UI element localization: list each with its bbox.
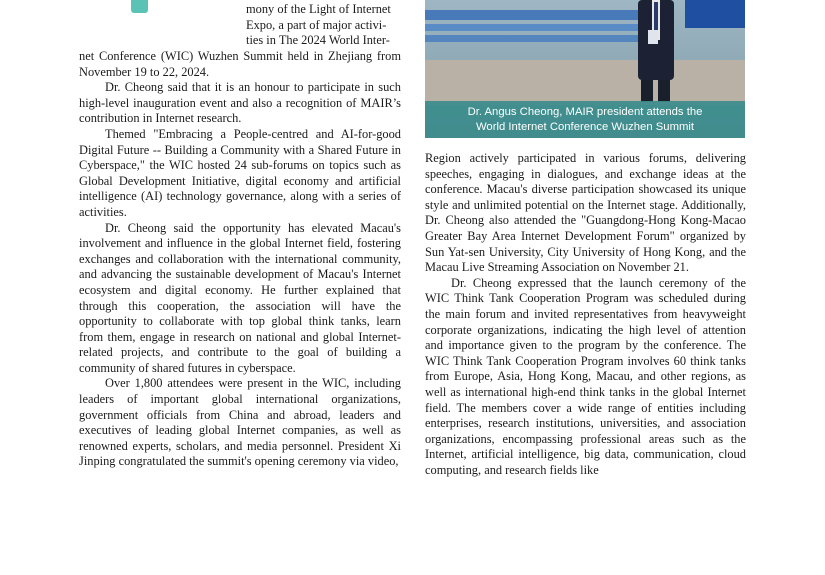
event-photo [425,0,745,138]
caption-line: Dr. Angus Cheong, MAIR president attends the [467,106,703,118]
caption-line: World Internet Conference Wuzhen Summit [475,121,695,133]
paragraph-region: Region actively participated in various forums, delivering speeches, engaging in dialogues, and exchange ideas at the conference. Macau's diverse participation showcased its unique style and unlimited potential on the Internet stage. Additionally, Dr. Cheong also attended the "Guangdong-Hong Kong-Macao Greater Bay Area Internet Development Forum" organized by Sun Yat-sen University, City University of Hong Kong, and the Macau Live Streaming Association on November 21. [425,151,746,275]
paragraph-attendees: Over 1,800 attendees were present in the WIC, including leaders of important global international organizations, government officials from China and abroad, leaders and executives of leading global Internet companies, as well as renowned experts, scholars, and media personnel. President Xi Jinping congratulated the summit's opening ceremony via video, [79,376,401,469]
photo-caption [425,101,745,138]
article-right-column [425,151,746,478]
article-left-column [79,0,401,470]
paragraph-opportunity: Dr. Cheong said the opportunity has elevated Macau's involvement and influence in the global Internet field, fostering exchanges and collaboration with the international community, and advancing the sustainable development of Macau's Internet ecosystem and digital economy. He further explained that through this cooperation, the association will have the opportunity to collaborate with top global think tanks, learn from them, engage in research on national and global Internet-related projects, and contribute to the goal of building a community of shared futures in cyberspace. [79,220,401,375]
lead-line: ties in The 2024 World Inter- [246,33,390,48]
lead-line: mony of the Light of Internet [246,2,391,16]
paragraph-think-tank: Dr. Cheong expressed that the launch ceremony of the WIC Think Tank Cooperation Program was scheduled during the main forum and invited representatives from heavyweight corporate organizations, indicating the high level of attention and importance given to the program by the conference. The WIC Think Tank Cooperation Program involves 60 think tanks from Europe, Asia, Hong Kong, Macau, and other regions, as well as international high-end think tanks in the global Internet field. The members cover a wide range of entities including enterprises, research institutions, universities, and association organizations, encompassing professional areas such as the Internet, artificial intelligence, big data, communication, cloud computing, and research fields like [425,275,746,477]
lead-paragraph-tail: net Conference (WIC) Wuzhen Summit held in Zhejiang from November 19 to 22, 2024. [79,49,401,79]
paragraph-honour: Dr. Cheong said that it is an honour to participate in such high-level inauguration event and also a recognition of MAIR’s contribution in Internet research. [79,80,401,126]
lead-line: Expo, a part of major activi- [246,17,387,32]
paragraph-theme: Themed "Embracing a People-centred and AI-for-good Digital Future -- Building a Community with a Shared Future in Cyberspace," the WIC hosted 24 sub-forums on topics such as Global Development Initiative, digital economy and artificial intelligence (AI) technology governance, along with a series of activities. [79,126,401,219]
